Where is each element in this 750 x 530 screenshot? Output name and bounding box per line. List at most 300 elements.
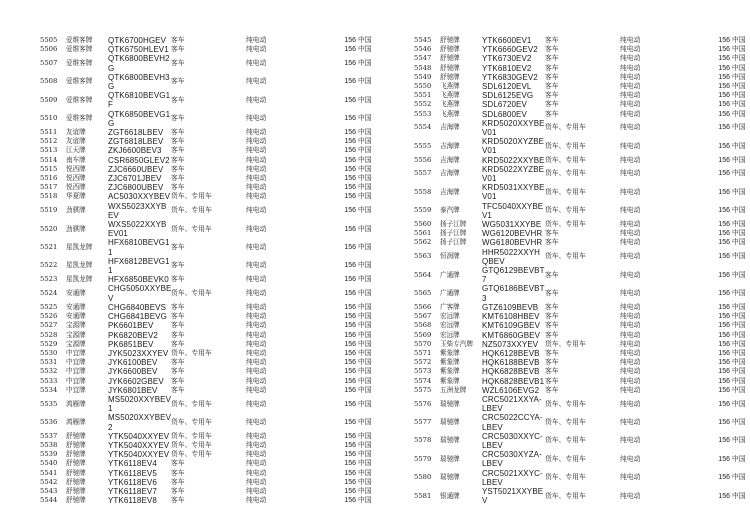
vehicle-type: 客车 [545,321,559,330]
brand-name: 华夏牌 [66,192,86,201]
brand-name: 泰汽牌 [440,206,460,215]
country-code: 156 [718,156,730,164]
country-code: 156 [344,432,356,440]
table-row [40,284,380,302]
model-number: WXS5023XXYB EV [108,201,167,220]
model-number: HFX6850BEVK0 [108,275,169,285]
row-number: 5569 [414,330,432,339]
fuel-type: 纯电动 [620,348,641,357]
row-number: 5540 [40,459,58,468]
brand-name: 安通牌 [66,312,86,321]
row-number: 5552 [414,100,432,109]
row-number: 5512 [40,137,58,146]
country-name: 中国 [732,229,746,238]
vehicle-type: 货车、专用车 [545,187,586,196]
vehicle-type: 货车、专用车 [545,417,586,426]
table-row [40,275,380,284]
country-name: 中国 [358,468,372,477]
country-code: 156 [344,303,356,311]
table-row [414,238,750,247]
table-row [40,220,380,238]
country-code: 156 [344,138,356,146]
brand-name: 宏远牌 [440,321,460,330]
row-number: 5568 [414,321,432,330]
fuel-type: 纯电动 [246,183,267,192]
table-row [40,413,380,431]
model-number: GTQ6129BEVBT 7 [482,266,545,285]
country-code: 156 [344,368,356,376]
country-name: 中国 [732,109,746,118]
fuel-type: 纯电动 [246,243,267,252]
table-row [40,238,380,256]
fuel-type: 纯电动 [246,399,267,408]
brand-name: 宝源牌 [66,330,86,339]
brand-name: 中宜牌 [66,367,86,376]
table-row [414,229,750,238]
fuel-type: 纯电动 [246,137,267,146]
vehicle-type: 客车 [545,385,559,394]
model-number: AC5030XXYBEV [108,192,171,202]
table-row [40,432,380,441]
row-number: 5563 [414,252,432,261]
brand-name: 悦西牌 [66,164,86,173]
vehicle-type: 客车 [171,77,185,86]
model-number: ZJC6660UBEV [108,164,164,174]
table-row [414,450,750,468]
row-number: 5561 [414,229,432,238]
brand-name: 紫象牌 [440,367,460,376]
row-number: 5506 [40,45,58,54]
vehicle-type: 货车、专用车 [545,169,586,178]
vehicle-type: 客车 [171,59,185,67]
country-name: 中国 [732,312,746,321]
fuel-type: 纯电动 [246,339,267,348]
fuel-type: 纯电动 [620,123,641,132]
vehicle-type: 货车、专用车 [545,473,586,482]
vehicle-type: 客车 [171,261,185,270]
row-number: 5531 [40,358,58,367]
brand-name: 中宜牌 [66,376,86,385]
country-name: 中国 [358,261,372,270]
model-number: CHG5050XXYBE V [108,284,171,303]
row-number: 5515 [40,164,58,173]
fuel-type: 纯电动 [246,440,267,449]
fuel-type: 纯电动 [620,63,641,72]
country-name: 中国 [358,417,372,426]
row-number: 5562 [414,238,432,247]
fuel-type: 纯电动 [246,77,267,86]
fuel-type: 纯电动 [246,330,267,339]
model-number: ZGT6618LBEV [108,128,164,138]
vehicle-type: 客车 [171,183,185,192]
vehicle-type: 客车 [545,91,559,100]
country-code: 156 [344,331,356,339]
table-row [414,377,750,386]
table-row [40,459,380,468]
country-name: 中国 [358,385,372,394]
country-name: 中国 [732,187,746,196]
vehicle-type: 货车、专用车 [171,224,212,233]
country-code: 156 [344,156,356,164]
country-name: 中国 [358,376,372,385]
vehicle-type: 客车 [171,114,185,123]
table-row [40,469,380,478]
table-row [414,248,750,266]
vehicle-type: 货车、专用车 [545,206,586,215]
model-number: YTK5040XXYEV [108,450,170,460]
vehicle-type: 货车、专用车 [171,192,212,201]
table-row [40,340,380,349]
row-number: 5549 [414,72,432,81]
row-number: 5510 [40,114,58,123]
fuel-type: 纯电动 [620,302,641,311]
vehicle-type: 客车 [171,312,185,321]
table-row [414,165,750,183]
brand-name: 吉海牌 [440,123,460,132]
country-code: 156 [344,322,356,330]
model-number: GTQ6186BEVBT 3 [482,284,545,303]
model-number: SDL6800EV [482,109,527,119]
row-number: 5570 [414,339,432,348]
country-name: 中国 [732,100,746,109]
country-code: 156 [718,221,730,229]
model-number: JYK6602GBEV [108,376,164,386]
row-number: 5511 [40,128,58,137]
table-row [40,183,380,192]
row-number: 5564 [414,270,432,279]
country-code: 156 [344,129,356,137]
vehicle-type: 客车 [171,146,185,155]
vehicle-type: 货车、专用车 [171,450,212,459]
country-name: 中国 [732,348,746,357]
table-row [40,174,380,183]
vehicle-type: 客车 [171,367,185,376]
country-name: 中国 [358,321,372,330]
fuel-type: 纯电动 [246,45,267,54]
country-code: 156 [344,290,356,298]
table-row [414,331,750,340]
model-number: QTK6810BEVG1 F [108,91,171,110]
country-code: 156 [718,437,730,445]
row-number: 5556 [414,155,432,164]
row-number: 5553 [414,109,432,118]
model-number: WG6120BEVHR [482,229,543,239]
country-name: 中国 [358,312,372,321]
fuel-type: 纯电动 [246,114,267,123]
row-number: 5576 [414,399,432,408]
country-name: 中国 [732,321,746,330]
country-name: 中国 [358,174,372,183]
row-number: 5547 [414,54,432,63]
fuel-type: 纯电动 [246,302,267,311]
row-number: 5524 [40,289,58,298]
table-row [40,321,380,330]
row-number: 5578 [414,436,432,445]
vehicle-type: 客车 [545,63,559,72]
brand-name: 南车牌 [66,155,86,164]
model-number: HQK6128BEVB [482,348,540,358]
model-number: QTK6700HGEV [108,36,167,45]
brand-name: 悦西牌 [66,183,86,192]
brand-name: 瑞驰牌 [440,473,460,482]
vehicle-type: 客车 [171,486,185,495]
country-code: 156 [344,276,356,284]
model-number: CHG6840BEVS [108,302,167,312]
country-code: 156 [718,170,730,178]
row-number: 5559 [414,206,432,215]
country-code: 156 [718,377,730,385]
model-number: ZJC6800UBEV [108,183,164,193]
brand-name: 舒驰牌 [440,63,460,72]
model-number: PK6820BEV2 [108,330,158,340]
table-row [414,349,750,358]
table-row [40,367,380,376]
brand-name: 吉海牌 [440,187,460,196]
row-number: 5566 [414,302,432,311]
table-row [414,73,750,82]
row-number: 5516 [40,174,58,183]
vehicle-type: 货车、专用车 [545,399,586,408]
row-number: 5560 [414,220,432,229]
table-row [40,331,380,340]
vehicle-type: 客车 [171,243,185,252]
table-row [40,257,380,275]
country-name: 中国 [358,243,372,252]
table-row [414,220,750,229]
brand-name: 宝源牌 [66,339,86,348]
country-code: 156 [344,207,356,215]
vehicle-type: 客车 [171,468,185,477]
row-number: 5525 [40,302,58,311]
table-row [40,303,380,312]
fuel-type: 纯电动 [246,164,267,173]
row-number: 5535 [40,399,58,408]
row-number: 5518 [40,192,58,201]
brand-name: 飞燕牌 [440,109,460,118]
country-name: 中国 [358,183,372,192]
fuel-type: 纯电动 [620,454,641,463]
fuel-type: 纯电动 [620,141,641,150]
country-code: 156 [718,322,730,330]
country-name: 中国 [358,206,372,215]
fuel-type: 纯电动 [620,155,641,164]
model-number: CRC5021XXYA- LBEV [482,394,542,414]
table-row [40,128,380,137]
fuel-type: 纯电动 [620,252,641,261]
brand-name: 瑞驰牌 [440,399,460,408]
table-row [40,395,380,413]
vehicle-type: 货车、专用车 [171,399,212,408]
fuel-type: 纯电动 [246,450,267,459]
country-code: 156 [718,303,730,311]
brand-name: 安通牌 [66,289,86,298]
row-number: 5555 [414,141,432,150]
country-name: 中国 [358,114,372,123]
model-number: CRC5021XXYC- LBEV [482,468,543,487]
country-code: 156 [718,331,730,339]
country-code: 156 [718,359,730,367]
country-name: 中国 [732,399,746,408]
country-code: 156 [344,400,356,408]
row-number: 5580 [414,473,432,482]
row-number: 5579 [414,454,432,463]
table-row [414,367,750,376]
vehicle-type: 客车 [545,45,559,54]
fuel-type: 纯电动 [620,45,641,54]
table-row [40,137,380,146]
model-number: CRC5030XYZA- LBEV [482,450,542,469]
row-number: 5523 [40,275,58,284]
catalog-column-left [40,36,380,505]
fuel-type: 纯电动 [620,229,641,238]
model-number: YTK6118EV7 [108,486,157,496]
vehicle-type: 客车 [171,321,185,330]
row-number: 5554 [414,123,432,132]
model-number: KRD5022XYZBE V01 [482,164,545,184]
country-code: 156 [718,492,730,500]
fuel-type: 纯电动 [246,192,267,201]
country-code: 156 [344,418,356,426]
brand-name: 舒驰牌 [66,468,86,477]
country-code: 156 [718,239,730,247]
row-number: 5526 [40,312,58,321]
row-number: 5519 [40,206,58,215]
table-row [414,183,750,201]
vehicle-type: 客车 [171,339,185,348]
vehicle-type: 客车 [171,385,185,394]
row-number: 5543 [40,486,58,495]
fuel-type: 纯电动 [620,91,641,100]
vehicle-type: 客车 [545,367,559,376]
brand-name: 瑞驰牌 [440,436,460,445]
table-row [414,413,750,431]
table-row [40,110,380,128]
brand-name: 中宜牌 [66,358,86,367]
brand-name: 吉海牌 [440,155,460,164]
table-row [40,450,380,459]
row-number: 5557 [414,169,432,178]
fuel-type: 纯电动 [620,339,641,348]
model-number: YTK6730EV2 [482,54,532,64]
brand-name: 舒驰牌 [66,486,86,495]
vehicle-type: 货车、专用车 [545,436,586,445]
country-name: 中国 [732,82,746,91]
row-number: 5505 [40,36,58,44]
row-number: 5575 [414,385,432,394]
country-name: 中国 [732,54,746,63]
fuel-type: 纯电动 [246,155,267,164]
model-number: QTK6800BEVH2 G [108,54,170,73]
row-number: 5542 [40,477,58,486]
fuel-type: 纯电动 [246,486,267,495]
country-code: 156 [718,418,730,426]
country-name: 中国 [358,36,372,44]
model-number: HHR5022XXYH QBEV [482,247,541,266]
vehicle-type: 客车 [171,164,185,173]
fuel-type: 纯电动 [620,238,641,247]
fuel-type: 纯电动 [246,146,267,155]
model-number: CSR6850GLEV2 [108,155,170,165]
fuel-type: 纯电动 [620,385,641,394]
model-number: SDL6120EVL [482,82,532,92]
brand-name: 爱维客牌 [66,114,93,123]
country-name: 中国 [732,36,746,44]
country-name: 中国 [358,358,372,367]
table-row [414,110,750,119]
brand-name: 恒润牌 [440,252,460,261]
model-number: MS5020XXYBEV 2 [108,413,171,432]
country-name: 中国 [358,339,372,348]
country-name: 中国 [358,45,372,54]
country-code: 156 [718,368,730,376]
brand-name: 爱维客牌 [66,45,93,54]
country-name: 中国 [732,91,746,100]
row-number: 5548 [414,63,432,72]
country-name: 中国 [358,431,372,440]
vehicle-type: 客车 [545,100,559,109]
brand-name: 中宜牌 [66,348,86,357]
fuel-type: 纯电动 [620,270,641,279]
country-name: 中国 [732,436,746,445]
model-number: SDL6720EV [482,100,527,110]
table-row [40,54,380,72]
row-number: 5528 [40,330,58,339]
vehicle-type: 客车 [545,330,559,339]
row-number: 5509 [40,95,58,104]
fuel-type: 纯电动 [620,72,641,81]
country-name: 中国 [732,302,746,311]
country-name: 中国 [358,164,372,173]
brand-name: 吉海牌 [440,169,460,178]
model-number: QTK6750HLEV1 [108,45,169,55]
model-number: PK6851BEV [108,339,154,349]
country-name: 中国 [732,45,746,54]
brand-name: 友谊牌 [66,128,86,137]
model-number: YTK6118EV6 [108,477,157,487]
table-row [414,156,750,165]
brand-name: 银通牌 [440,491,460,500]
fuel-type: 纯电动 [620,358,641,367]
brand-name: 舒驰牌 [66,459,86,468]
table-row [414,266,750,284]
country-code: 156 [344,262,356,270]
brand-name: 舒驰牌 [440,45,460,54]
country-name: 中国 [358,77,372,86]
brand-name: 玉柴专汽牌 [440,339,473,348]
row-number: 5581 [414,491,432,500]
country-code: 156 [344,115,356,123]
country-code: 156 [344,451,356,459]
vehicle-type: 货车、专用车 [545,123,586,132]
row-number: 5534 [40,385,58,394]
country-name: 中国 [732,491,746,500]
model-number: WG6180BEVHR [482,238,543,248]
vehicle-type: 客车 [545,238,559,247]
model-number: KMT6108HBEV [482,312,540,322]
country-name: 中国 [358,137,372,146]
country-code: 156 [344,184,356,192]
model-number: ZJC6701JBEV [108,174,162,184]
vehicle-type: 客车 [545,229,559,238]
brand-name: 五洲龙牌 [440,385,467,394]
brand-name: 舒驰牌 [440,36,460,44]
country-code: 156 [718,101,730,109]
table-row [414,82,750,91]
row-number: 5517 [40,183,58,192]
fuel-type: 纯电动 [246,95,267,104]
brand-name: 紫象牌 [440,348,460,357]
fuel-type: 纯电动 [620,187,641,196]
